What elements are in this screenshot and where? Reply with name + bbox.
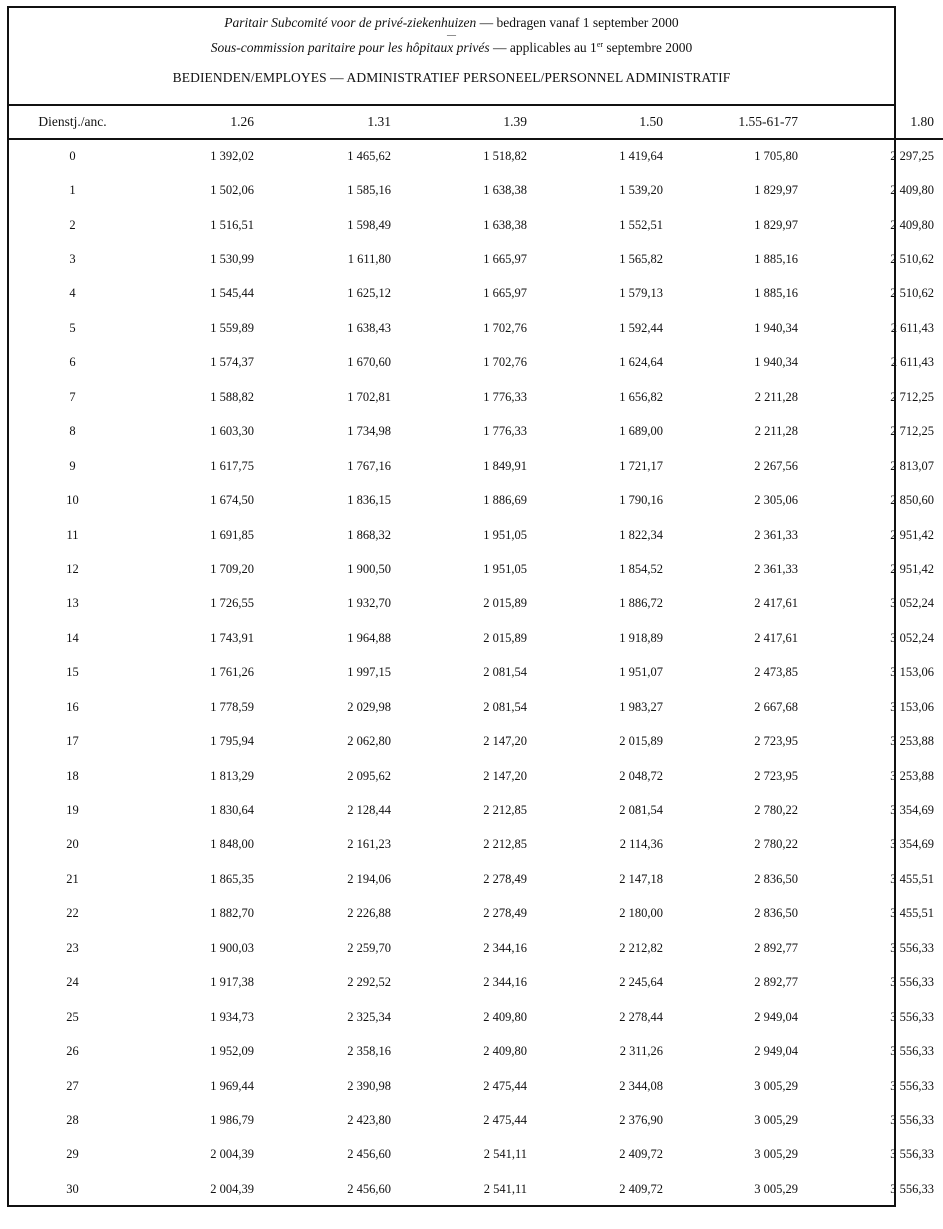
table-row: [9, 793, 943, 827]
table-row: [9, 1000, 943, 1034]
amount-cell: 2 836,50: [754, 906, 798, 921]
amount-cell: 2 278,44: [619, 1009, 663, 1024]
amount-cell: 1 986,79: [210, 1112, 254, 1127]
amount-cell: 1 790,16: [619, 493, 663, 508]
amount-cell: 3 556,33: [890, 940, 934, 955]
table-row: [9, 242, 943, 276]
effective-date-fr-prefix: — applicables au 1: [489, 40, 597, 55]
amount-cell: 1 624,64: [619, 355, 663, 370]
amount-cell: 3 005,29: [754, 1147, 798, 1162]
amount-cell: 2 417,61: [754, 596, 798, 611]
amount-cell: 1 585,16: [347, 183, 391, 198]
amount-cell: 2 004,39: [210, 1181, 254, 1196]
amount-cell: 3 556,33: [890, 1181, 934, 1196]
amount-cell: 3 153,06: [890, 699, 934, 714]
amount-cell: 2 292,52: [347, 975, 391, 990]
amount-cell: 2 850,60: [890, 493, 934, 508]
amount-cell: 2 456,60: [347, 1147, 391, 1162]
effective-date-nl: — bedragen vanaf 1 september 2000: [476, 15, 679, 30]
amount-cell: 2 015,89: [483, 630, 527, 645]
amount-cell: 2 128,44: [347, 803, 391, 818]
amount-cell: 2 161,23: [347, 837, 391, 852]
header-separator: —: [447, 30, 456, 40]
amount-cell: 2 475,44: [483, 1078, 527, 1093]
amount-cell: 2 813,07: [890, 458, 934, 473]
effective-date-fr-superscript: er: [596, 40, 604, 49]
amount-cell: 1 691,85: [210, 527, 254, 542]
amount-cell: 1 951,05: [483, 527, 527, 542]
table-row: [9, 552, 943, 586]
amount-cell: 1 611,80: [347, 252, 391, 267]
header-line-dutch: [9, 15, 894, 30]
amount-cell: 3 354,69: [890, 803, 934, 818]
amount-cell: 1 705,80: [754, 149, 798, 164]
seniority-cell: 19: [66, 803, 79, 818]
amount-cell: 1 885,16: [754, 286, 798, 301]
amount-cell: 2 423,80: [347, 1112, 391, 1127]
amount-cell: 1 813,29: [210, 768, 254, 783]
amount-cell: 2 147,20: [483, 768, 527, 783]
amount-cell: 2 226,88: [347, 906, 391, 921]
column-header: 1.31: [263, 106, 400, 139]
table-row: [9, 1138, 943, 1172]
amount-cell: 3 556,33: [890, 1009, 934, 1024]
table-row: [9, 380, 943, 414]
seniority-cell: 30: [66, 1181, 79, 1196]
seniority-cell: 20: [66, 837, 79, 852]
seniority-cell: 5: [69, 320, 76, 335]
amount-cell: 2 048,72: [619, 768, 663, 783]
amount-cell: 2 376,90: [619, 1112, 663, 1127]
amount-cell: 1 795,94: [210, 734, 254, 749]
amount-cell: 2 409,80: [483, 1009, 527, 1024]
committee-name-fr: Sous-commission paritaire pour les hôpitaux privés: [210, 40, 490, 55]
amount-cell: 2 278,49: [483, 906, 527, 921]
amount-cell: 1 565,82: [619, 252, 663, 267]
amount-cell: 2 409,80: [483, 1044, 527, 1059]
table-row: [9, 759, 943, 793]
table-row: [9, 173, 943, 207]
seniority-cell: 16: [66, 699, 79, 714]
amount-cell: 1 900,03: [210, 940, 254, 955]
column-header-row: [9, 106, 943, 139]
amount-cell: 1 997,15: [347, 665, 391, 680]
amount-cell: 2 723,95: [754, 768, 798, 783]
seniority-cell: 25: [66, 1009, 79, 1024]
table-row: [9, 862, 943, 896]
amount-cell: 1 545,44: [210, 286, 254, 301]
amount-cell: 2 712,25: [890, 424, 934, 439]
amount-cell: 2 951,42: [890, 561, 934, 576]
table-row: [9, 518, 943, 552]
amount-cell: 2 081,54: [619, 803, 663, 818]
amount-cell: 1 617,75: [210, 458, 254, 473]
seniority-cell: 27: [66, 1078, 79, 1093]
table-row: [9, 828, 943, 862]
amount-cell: 1 598,49: [347, 217, 391, 232]
amount-cell: 1 886,69: [483, 493, 527, 508]
amount-cell: 2 361,33: [754, 527, 798, 542]
amount-cell: 1 776,33: [483, 424, 527, 439]
table-row: [9, 1034, 943, 1068]
seniority-cell: 22: [66, 906, 79, 921]
table-row: [9, 1172, 943, 1206]
table-row: [9, 208, 943, 242]
amount-cell: 3 253,88: [890, 768, 934, 783]
amount-cell: 1 665,97: [483, 252, 527, 267]
amount-cell: 1 392,02: [210, 149, 254, 164]
amount-cell: 2 147,20: [483, 734, 527, 749]
amount-cell: 2 892,77: [754, 940, 798, 955]
amount-cell: 1 625,12: [347, 286, 391, 301]
amount-cell: 2 409,72: [619, 1147, 663, 1162]
amount-cell: 3 556,33: [890, 1078, 934, 1093]
amount-cell: 1 638,38: [483, 217, 527, 232]
amount-cell: 2 409,80: [890, 183, 934, 198]
amount-cell: 1 854,52: [619, 561, 663, 576]
amount-cell: 1 829,97: [754, 183, 798, 198]
header-line-french: [9, 40, 894, 55]
amount-cell: 2 344,16: [483, 940, 527, 955]
seniority-cell: 23: [66, 940, 79, 955]
amount-cell: 1 734,98: [347, 424, 391, 439]
table-row: [9, 1069, 943, 1103]
amount-cell: 3 556,33: [890, 975, 934, 990]
amount-cell: 2 004,39: [210, 1147, 254, 1162]
amount-cell: 1 702,81: [347, 389, 391, 404]
amount-cell: 2 409,80: [890, 217, 934, 232]
amount-cell: 3 455,51: [890, 906, 934, 921]
amount-cell: 2 278,49: [483, 871, 527, 886]
amount-cell: 1 868,32: [347, 527, 391, 542]
amount-cell: 2 212,85: [483, 803, 527, 818]
amount-cell: 1 689,00: [619, 424, 663, 439]
amount-cell: 1 822,34: [619, 527, 663, 542]
amount-cell: 2 267,56: [754, 458, 798, 473]
amount-cell: 2 180,00: [619, 906, 663, 921]
seniority-cell: 21: [66, 871, 79, 886]
amount-cell: 2 344,08: [619, 1078, 663, 1093]
amount-cell: 2 029,98: [347, 699, 391, 714]
amount-cell: 1 778,59: [210, 699, 254, 714]
amount-cell: 1 776,33: [483, 389, 527, 404]
amount-cell: 2 951,42: [890, 527, 934, 542]
amount-cell: 2 510,62: [890, 286, 934, 301]
amount-cell: 1 952,09: [210, 1044, 254, 1059]
amount-cell: 1 656,82: [619, 389, 663, 404]
amount-cell: 1 951,05: [483, 561, 527, 576]
amount-cell: 2 475,44: [483, 1112, 527, 1127]
column-header: 1.26: [136, 106, 263, 139]
seniority-cell: 13: [66, 596, 79, 611]
seniority-cell: 10: [66, 493, 79, 508]
amount-cell: 3 005,29: [754, 1181, 798, 1196]
amount-cell: 2 417,61: [754, 630, 798, 645]
amount-cell: 2 245,64: [619, 975, 663, 990]
amount-cell: 2 095,62: [347, 768, 391, 783]
table-row: [9, 587, 943, 621]
amount-cell: 3 354,69: [890, 837, 934, 852]
amount-cell: 1 579,13: [619, 286, 663, 301]
salary-table: [9, 106, 943, 1207]
amount-cell: 2 892,77: [754, 975, 798, 990]
salary-table-frame: [7, 6, 934, 1207]
amount-cell: 1 836,15: [347, 493, 391, 508]
amount-cell: 2 667,68: [754, 699, 798, 714]
amount-cell: 2 361,33: [754, 561, 798, 576]
seniority-cell: 26: [66, 1044, 79, 1059]
seniority-cell: 11: [66, 527, 79, 542]
amount-cell: 1 530,99: [210, 252, 254, 267]
amount-cell: 1 702,76: [483, 355, 527, 370]
amount-cell: 1 983,27: [619, 699, 663, 714]
seniority-cell: 12: [66, 561, 79, 576]
amount-cell: 1 592,44: [619, 320, 663, 335]
amount-cell: 1 918,89: [619, 630, 663, 645]
column-header: 1.39: [400, 106, 536, 139]
amount-cell: 3 052,24: [890, 596, 934, 611]
amount-cell: 2 358,16: [347, 1044, 391, 1059]
amount-cell: 2 305,06: [754, 493, 798, 508]
amount-cell: 1 886,72: [619, 596, 663, 611]
amount-cell: 2 712,25: [890, 389, 934, 404]
seniority-cell: 6: [69, 355, 76, 370]
amount-cell: 2 081,54: [483, 665, 527, 680]
amount-cell: 1 638,43: [347, 320, 391, 335]
amount-cell: 1 849,91: [483, 458, 527, 473]
amount-cell: 3 153,06: [890, 665, 934, 680]
amount-cell: 2 311,26: [619, 1044, 663, 1059]
amount-cell: 1 502,06: [210, 183, 254, 198]
amount-cell: 2 015,89: [483, 596, 527, 611]
seniority-cell: 0: [69, 149, 76, 164]
table-row: [9, 656, 943, 690]
amount-cell: 2 325,34: [347, 1009, 391, 1024]
table-row: [9, 346, 943, 380]
seniority-cell: 14: [66, 630, 79, 645]
amount-cell: 2 541,11: [483, 1147, 527, 1162]
seniority-cell: 18: [66, 768, 79, 783]
amount-cell: 3 005,29: [754, 1112, 798, 1127]
committee-name-nl: Paritair Subcomité voor de privé-ziekenhuizen: [224, 15, 477, 30]
amount-cell: 2 780,22: [754, 837, 798, 852]
amount-cell: 1 885,16: [754, 252, 798, 267]
seniority-cell: 3: [69, 252, 76, 267]
amount-cell: 2 949,04: [754, 1044, 798, 1059]
effective-date-fr-suffix: septembre 2000: [603, 40, 693, 55]
amount-cell: 2 949,04: [754, 1009, 798, 1024]
amount-cell: 2 344,16: [483, 975, 527, 990]
amount-cell: 1 665,97: [483, 286, 527, 301]
seniority-cell: 1: [69, 183, 76, 198]
section-title: BEDIENDEN/EMPLOYES — ADMINISTRATIEF PERSONEEL/PERSONNEL ADMINISTRATIF: [172, 70, 731, 85]
column-header: Dienstj./anc.: [9, 106, 136, 139]
table-row: [9, 621, 943, 655]
amount-cell: 1 721,17: [619, 458, 663, 473]
amount-cell: 1 934,73: [210, 1009, 254, 1024]
amount-cell: 3 253,88: [890, 734, 934, 749]
seniority-cell: 9: [69, 458, 76, 473]
amount-cell: 2 212,85: [483, 837, 527, 852]
column-header: 1.55-61-77: [672, 106, 807, 139]
amount-cell: 3 556,33: [890, 1147, 934, 1162]
amount-cell: 2 473,85: [754, 665, 798, 680]
amount-cell: 3 556,33: [890, 1112, 934, 1127]
amount-cell: 1 882,70: [210, 906, 254, 921]
amount-cell: 1 588,82: [210, 389, 254, 404]
amount-cell: 2 081,54: [483, 699, 527, 714]
amount-cell: 1 940,34: [754, 355, 798, 370]
amount-cell: 1 552,51: [619, 217, 663, 232]
amount-cell: 2 723,95: [754, 734, 798, 749]
table-row: [9, 1103, 943, 1137]
amount-cell: 1 674,50: [210, 493, 254, 508]
amount-cell: 2 780,22: [754, 803, 798, 818]
amount-cell: 2 015,89: [619, 734, 663, 749]
table-body: [9, 139, 943, 1207]
amount-cell: 2 211,28: [754, 389, 798, 404]
seniority-cell: 17: [66, 734, 79, 749]
amount-cell: 2 114,36: [619, 837, 663, 852]
table-row: [9, 724, 943, 758]
amount-cell: 2 409,72: [619, 1181, 663, 1196]
amount-cell: 1 951,07: [619, 665, 663, 680]
amount-cell: 1 465,62: [347, 149, 391, 164]
amount-cell: 2 194,06: [347, 871, 391, 886]
amount-cell: 2 541,11: [483, 1181, 527, 1196]
amount-cell: 1 518,82: [483, 149, 527, 164]
amount-cell: 3 556,33: [890, 1044, 934, 1059]
amount-cell: 1 932,70: [347, 596, 391, 611]
table-row: [9, 897, 943, 931]
amount-cell: 2 836,50: [754, 871, 798, 886]
amount-cell: 1 670,60: [347, 355, 391, 370]
amount-cell: 2 390,98: [347, 1078, 391, 1093]
amount-cell: 1 419,64: [619, 149, 663, 164]
amount-cell: 1 969,44: [210, 1078, 254, 1093]
table-row: [9, 449, 943, 483]
amount-cell: 1 516,51: [210, 217, 254, 232]
amount-cell: 1 865,35: [210, 871, 254, 886]
amount-cell: 1 940,34: [754, 320, 798, 335]
seniority-cell: 4: [69, 286, 76, 301]
amount-cell: 1 559,89: [210, 320, 254, 335]
seniority-cell: 7: [69, 389, 76, 404]
amount-cell: 3 005,29: [754, 1078, 798, 1093]
amount-cell: 2 147,18: [619, 871, 663, 886]
amount-cell: 1 603,30: [210, 424, 254, 439]
seniority-cell: 8: [69, 424, 76, 439]
amount-cell: 1 964,88: [347, 630, 391, 645]
amount-cell: 2 062,80: [347, 734, 391, 749]
amount-cell: 2 456,60: [347, 1181, 391, 1196]
amount-cell: 2 259,70: [347, 940, 391, 955]
table-row: [9, 311, 943, 345]
amount-cell: 1 726,55: [210, 596, 254, 611]
table-row: [9, 139, 943, 173]
table-row: [9, 966, 943, 1000]
seniority-cell: 29: [66, 1147, 79, 1162]
seniority-cell: 28: [66, 1112, 79, 1127]
table-row: [9, 483, 943, 517]
table-row: [9, 931, 943, 965]
table-row: [9, 277, 943, 311]
amount-cell: 1 830,64: [210, 803, 254, 818]
amount-cell: 1 761,26: [210, 665, 254, 680]
amount-cell: 1 917,38: [210, 975, 254, 990]
amount-cell: 1 743,91: [210, 630, 254, 645]
amount-cell: 1 900,50: [347, 561, 391, 576]
seniority-cell: 24: [66, 975, 79, 990]
amount-cell: 2 297,25: [890, 149, 934, 164]
seniority-cell: 15: [66, 665, 79, 680]
table-row: [9, 690, 943, 724]
amount-cell: 2 611,43: [890, 355, 934, 370]
amount-cell: 1 848,00: [210, 837, 254, 852]
amount-cell: 2 510,62: [890, 252, 934, 267]
amount-cell: 1 702,76: [483, 320, 527, 335]
amount-cell: 1 767,16: [347, 458, 391, 473]
column-header: 1.50: [536, 106, 672, 139]
amount-cell: 3 455,51: [890, 871, 934, 886]
amount-cell: 1 539,20: [619, 183, 663, 198]
table-header: [9, 8, 894, 106]
amount-cell: 2 211,28: [754, 424, 798, 439]
amount-cell: 1 638,38: [483, 183, 527, 198]
amount-cell: 1 574,37: [210, 355, 254, 370]
seniority-cell: 2: [69, 217, 76, 232]
table-row: [9, 415, 943, 449]
column-header: 1.80: [807, 106, 943, 139]
amount-cell: 1 709,20: [210, 561, 254, 576]
amount-cell: 2 611,43: [890, 320, 934, 335]
amount-cell: 3 052,24: [890, 630, 934, 645]
amount-cell: 1 829,97: [754, 217, 798, 232]
amount-cell: 2 212,82: [619, 940, 663, 955]
